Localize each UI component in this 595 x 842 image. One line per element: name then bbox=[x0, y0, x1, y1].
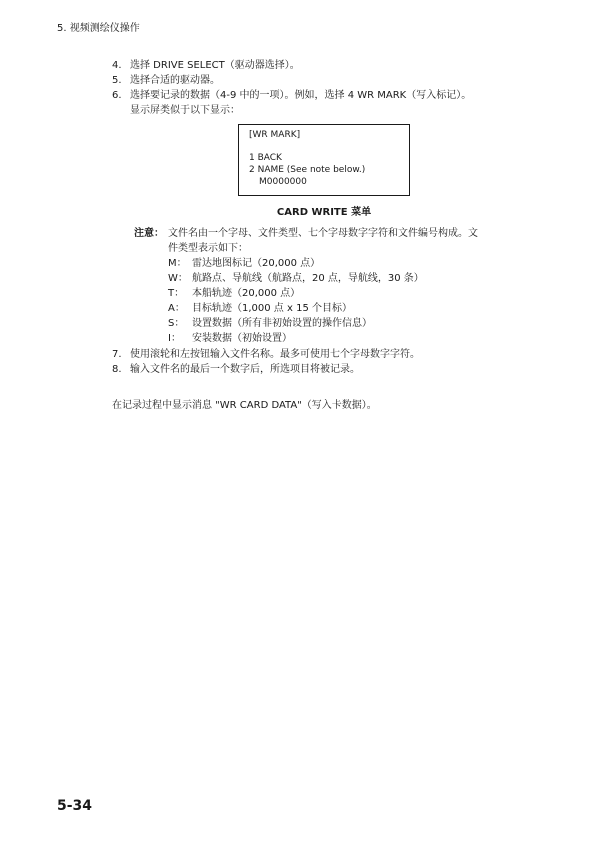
step-number: 5. bbox=[112, 75, 122, 86]
file-type-list bbox=[168, 256, 534, 346]
procedure-steps bbox=[112, 58, 552, 118]
file-type-key: T： bbox=[168, 288, 185, 299]
file-type-w bbox=[168, 271, 534, 286]
step-8 bbox=[112, 362, 552, 377]
file-type-a bbox=[168, 301, 534, 316]
note-block bbox=[134, 226, 534, 346]
step-text: 选择 DRIVE SELECT（驱动器选择）。 bbox=[130, 60, 300, 71]
step-subtext: 显示屏类似于以下显示： bbox=[130, 105, 240, 116]
step-4 bbox=[112, 58, 552, 73]
file-type-desc: 安装数据（初始设置） bbox=[192, 333, 292, 344]
running-header: 5. 视频测绘仪操作 bbox=[57, 23, 140, 34]
menu-caption: CARD WRITE 菜单 bbox=[276, 207, 372, 218]
file-type-i bbox=[168, 331, 534, 346]
file-type-desc: 本船轨迹（20,000 点） bbox=[192, 288, 301, 299]
file-type-key: W： bbox=[168, 273, 188, 284]
step-5 bbox=[112, 73, 552, 88]
step-6 bbox=[112, 88, 552, 118]
step-number: 4. bbox=[112, 60, 122, 71]
menu-title: [WR MARK] bbox=[249, 130, 301, 140]
file-type-t bbox=[168, 286, 534, 301]
file-type-desc: 设置数据（所有非初始设置的操作信息） bbox=[192, 318, 372, 329]
note-body bbox=[134, 226, 534, 346]
file-type-desc: 雷达地图标记（20,000 点） bbox=[192, 258, 321, 269]
menu-item-name-value: M0000000 bbox=[259, 177, 307, 187]
note-line: 文件名由一个字母、文件类型、七个字母数字字符和文件编号构成。文 bbox=[168, 228, 478, 239]
file-type-key: S： bbox=[168, 318, 185, 329]
file-type-desc: 目标轨迹（1,000 点 x 15 个目标） bbox=[192, 303, 352, 314]
step-text: 使用滚轮和左按钮输入文件名称。最多可使用七个字母数字字符。 bbox=[130, 349, 420, 360]
file-type-desc: 航路点、导航线（航路点，20 点，导航线，30 条） bbox=[192, 273, 424, 284]
file-type-key: A： bbox=[168, 303, 185, 314]
menu-spacer bbox=[249, 141, 409, 152]
procedure-steps-continued bbox=[112, 347, 552, 377]
file-type-s bbox=[168, 316, 534, 331]
step-text: 选择要记录的数据（4-9 中的一项）。例如，选择 4 WR MARK（写入标记）。 bbox=[130, 90, 472, 101]
step-number: 8. bbox=[112, 364, 122, 375]
card-write-menu-box bbox=[238, 124, 410, 196]
step-number: 6. bbox=[112, 90, 122, 101]
step-7 bbox=[112, 347, 552, 362]
file-type-key: M： bbox=[168, 258, 187, 269]
page-number: 5-34 bbox=[57, 798, 93, 814]
step-number: 7. bbox=[112, 349, 122, 360]
menu-item-back: 1 BACK bbox=[249, 153, 282, 163]
note-label: 注意： bbox=[134, 228, 164, 239]
file-type-key: I： bbox=[168, 333, 181, 344]
closing-paragraph: 在记录过程中显示消息 "WR CARD DATA"（写入卡数据）。 bbox=[112, 400, 377, 411]
note-line: 件类型表示如下： bbox=[168, 243, 248, 254]
file-type-m bbox=[168, 256, 534, 271]
step-text: 选择合适的驱动器。 bbox=[130, 75, 220, 86]
step-text: 输入文件名的最后一个数字后，所选项目将被记录。 bbox=[130, 364, 360, 375]
menu-item-name: 2 NAME (See note below.) bbox=[249, 165, 366, 175]
